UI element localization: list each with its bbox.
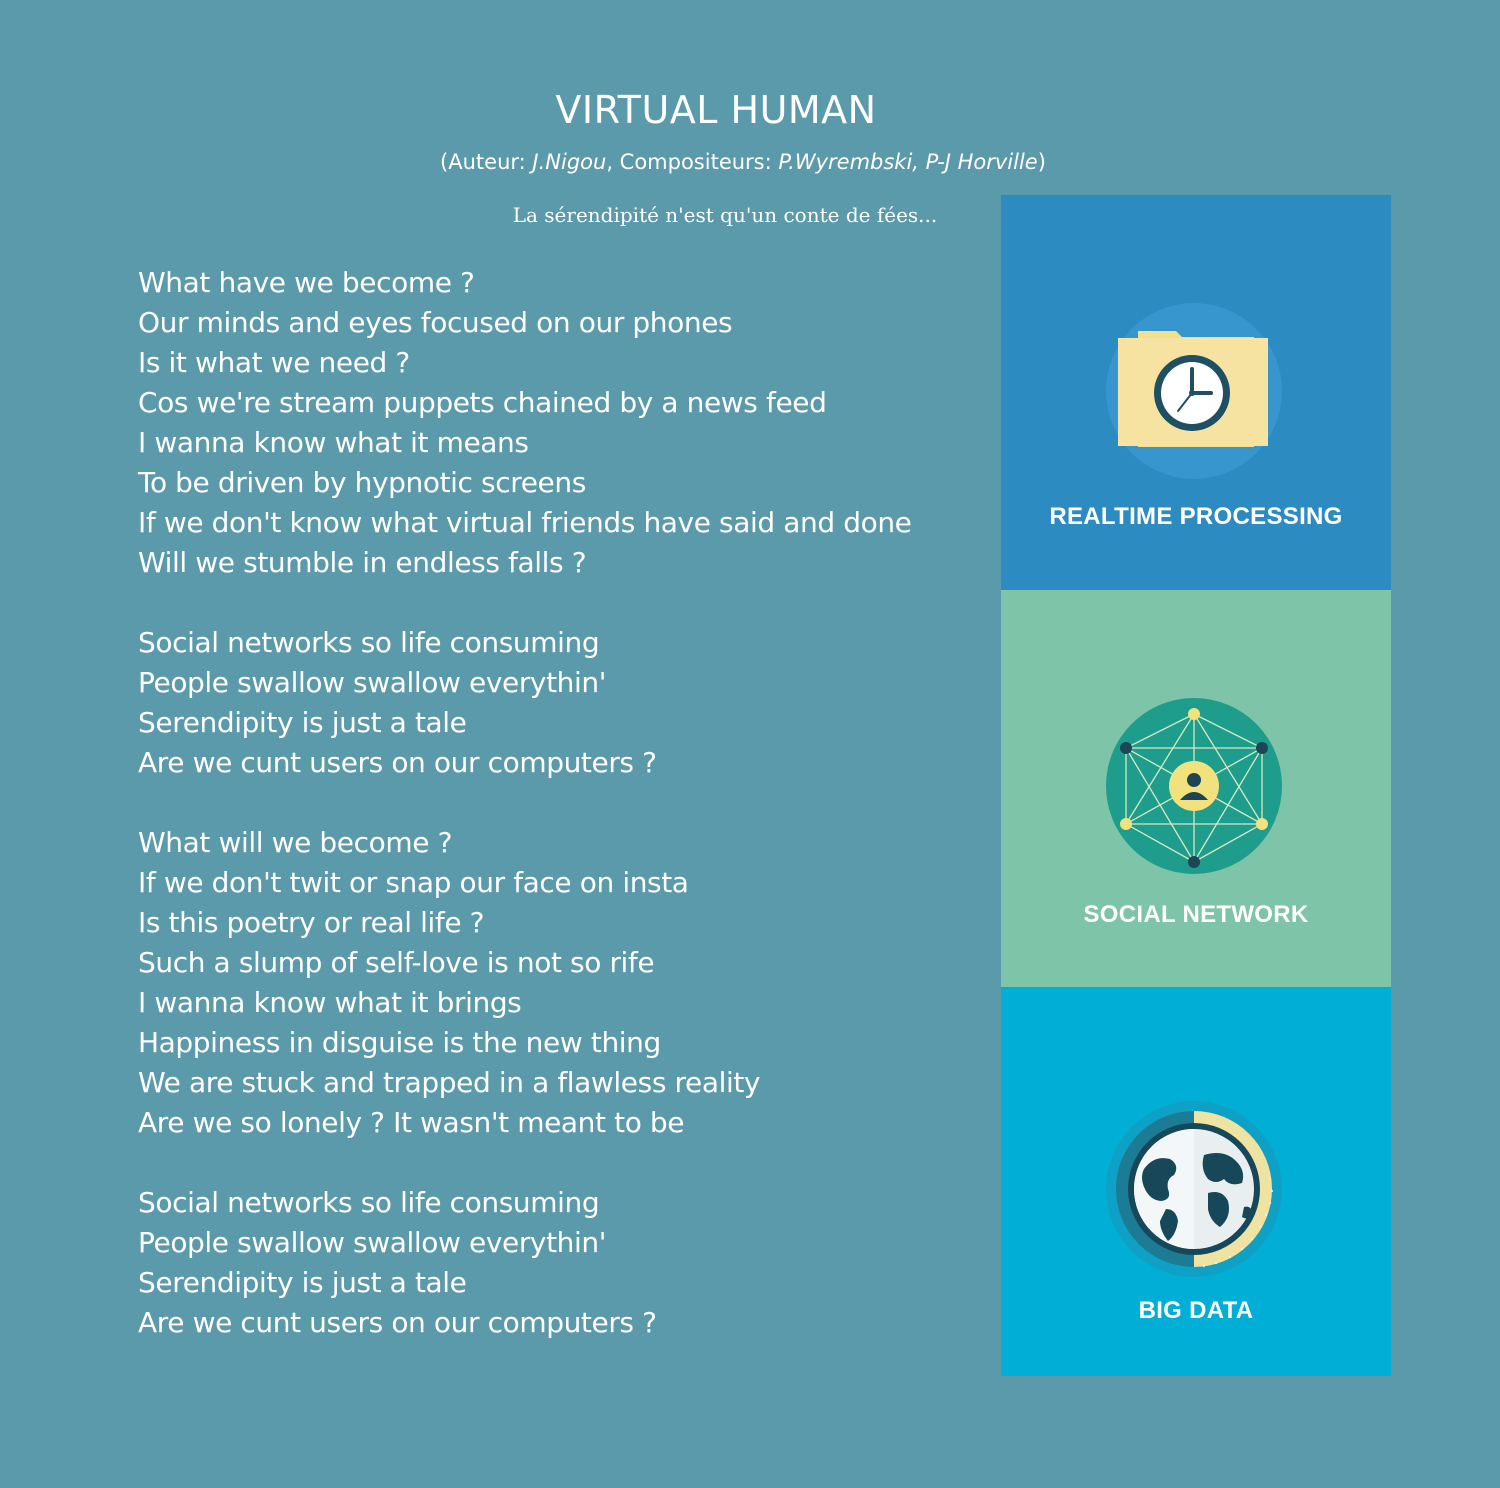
- lyrics: [138, 263, 988, 1383]
- credits-author: J.Nigou: [532, 150, 607, 174]
- lyric-line: Social networks so life consuming: [138, 626, 600, 659]
- lyric-line: Is it what we need ?: [138, 346, 410, 379]
- credits-open: (Auteur:: [440, 150, 533, 174]
- lyric-line: People swallow swallow everythin': [138, 1226, 607, 1259]
- lyric-line: Are we cunt users on our computers ?: [138, 1306, 657, 1339]
- lyric-line: Is this poetry or real life ?: [138, 906, 485, 939]
- credits-composers: P.Wyrembski, P-J Horville: [778, 150, 1038, 174]
- lyric-line: What will we become ?: [138, 826, 453, 859]
- lyric-line: Happiness in disguise is the new thing: [138, 1026, 661, 1059]
- lyric-line: People swallow swallow everythin': [138, 666, 607, 699]
- lyric-line: I wanna know what it brings: [138, 986, 522, 1019]
- panel-label: REALTIME PROCESSING: [1049, 503, 1343, 530]
- lyric-line: What have we become ?: [138, 266, 475, 299]
- globe-icon: [1104, 1099, 1284, 1279]
- panel-social-network: [1001, 590, 1391, 987]
- stanza-3: [138, 823, 988, 1143]
- panel-label: SOCIAL NETWORK: [1083, 901, 1309, 928]
- lyric-line: Social networks so life consuming: [138, 1186, 600, 1219]
- lyric-line: If we don't know what virtual friends have said and done: [138, 506, 912, 539]
- lyric-line: Will we stumble in endless falls ?: [138, 546, 587, 579]
- stanza-2: [138, 623, 988, 783]
- lyric-line: Serendipity is just a tale: [138, 1266, 467, 1299]
- lyric-line: If we don't twit or snap our face on insta: [138, 866, 689, 899]
- network-user-icon: [1104, 696, 1284, 876]
- tagline: La sérendipité n'est qu'un conte de fées...: [512, 203, 938, 227]
- folder-clock-icon: [1104, 301, 1284, 481]
- lyric-line: I wanna know what it means: [138, 426, 529, 459]
- stanza-1: [138, 263, 988, 583]
- page-title: VIRTUAL HUMAN: [555, 88, 877, 132]
- lyric-line: Serendipity is just a tale: [138, 706, 467, 739]
- panel-label: BIG DATA: [1138, 1297, 1254, 1324]
- lyric-line: Are we so lonely ? It wasn't meant to be: [138, 1106, 685, 1139]
- lyric-line: Such a slump of self-love is not so rife: [138, 946, 655, 979]
- credits: [0, 150, 1486, 174]
- lyric-line: Cos we're stream puppets chained by a news feed: [138, 386, 827, 419]
- lyric-line: We are stuck and trapped in a flawless reality: [138, 1066, 761, 1099]
- credits-mid: , Compositeurs:: [606, 150, 779, 174]
- stanza-4: [138, 1183, 988, 1343]
- credits-close: ): [1037, 150, 1046, 174]
- lyric-line: Our minds and eyes focused on our phones: [138, 306, 733, 339]
- panel-big-data: [1001, 987, 1391, 1376]
- panel-realtime-processing: [1001, 195, 1391, 592]
- lyric-line: To be driven by hypnotic screens: [138, 466, 586, 499]
- lyric-line: Are we cunt users on our computers ?: [138, 746, 657, 779]
